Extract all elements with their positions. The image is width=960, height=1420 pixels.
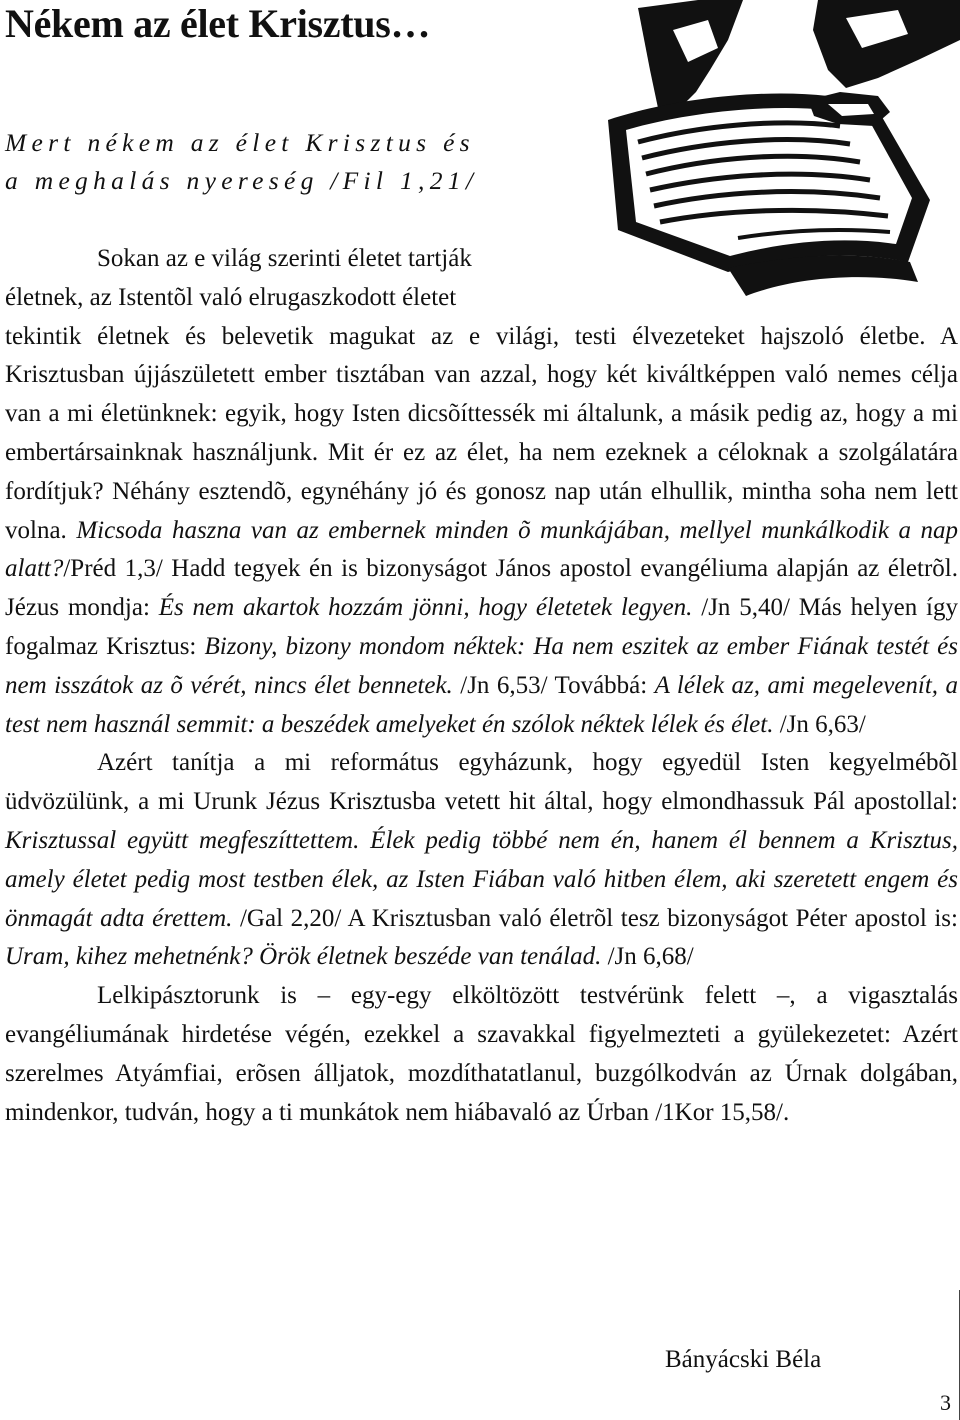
paragraph-text: /Préd 1,3/ Hadd tegyek én is bizonyságot János apostol evangéliuma alapján az életrõl. Jézus mondja:	[5, 555, 958, 622]
paragraph-text: /Jn 6,53/ Továbbá:	[452, 671, 655, 699]
paragraph-text: /Jn 6,63/	[773, 710, 866, 738]
scripture-quote: És nem akartok hozzám jönni, hogy életetek legyen.	[158, 594, 693, 622]
motto-line: Mert nékem az élet Krisztus és	[5, 128, 475, 157]
paragraph	[5, 240, 958, 318]
motto-quote	[5, 124, 478, 200]
article-body	[5, 240, 958, 1132]
scripture-quote: Micsoda haszna van az embernek minden õ munkájában, mellyel munkálkodik a nap alatt?	[5, 516, 959, 583]
paragraph-text: Azért tanítja a mi református egyházunk, hogy egyedül Isten kegyelmébõl üdvözülünk, a mi Urunk Jézus Krisztusba vetett hit által, hogy elmondhassuk Pál apostollal:	[5, 749, 958, 816]
intro-line: Sokan az e világ szerinti életet tartják	[97, 245, 472, 272]
scripture-quote: Krisztussal együtt megfeszíttettem. Élek pedig többé nem én, hanem él bennem a Krisztus, amely életet pedig most testben élek, az Isten Fiában való hitben élem, aki szeretett engem és önmagát adta érettem.	[5, 826, 958, 932]
paragraph-text: Lelkipásztorunk is – egy-egy elköltözött testvérünk felett –, a vigasztalás evangéliumának hirdetése végén, ezekkel a szavakkal figyelmezteti a gyülekezetet: Azért szerelmes Atyámfiai, erõsen álljatok, mozdíthatatlanul, buzgólkodván az Úrnak dolgában, mindenkor, tudván, hogy a ti munkátok nem hiábavaló az Úrban /1Kor 15,58/.	[5, 982, 958, 1126]
page-number: 3	[940, 1390, 951, 1415]
intro-line: életnek, az Istentõl való elrugaszkodott életet	[5, 283, 457, 311]
paragraph-text: tekintik életnek és belevetik magukat az e világi, testi élvezeteket hajszoló életbe. A Krisztusban újjászületett ember tisztában van azzal, hogy két kiváltképpen való nemes célja van a mi életünknek: egyik, hogy Isten dicsõíttessék mi általunk, a másik pedig az, hogy a mi embertársainknak használjunk. Mit ér ez az élet, ha nem ezeknek a céloknak a szolgálatára fordítjuk? Néhány esztendõ, egynéhány jó és gonosz nap után elhullik, mintha soha nem lett volna.	[5, 322, 958, 544]
scripture-quote: Uram, kihez mehetnénk? Örök életnek beszéde van tenálad.	[5, 943, 602, 971]
author-signature: Bányácski Béla	[665, 1346, 822, 1373]
motto-line: a meghalás nyereség /Fil 1,21/	[5, 166, 479, 195]
page-title: Nékem az élet Krisztus…	[5, 1, 431, 46]
paragraph	[5, 977, 958, 1132]
paragraph	[5, 318, 958, 745]
scripture-quote: Bizony, bizony mondom néktek: Ha nem eszitek az ember Fiának testét és nem isszátok az õ vérét, nincs élet bennetek.	[5, 632, 958, 699]
paragraph-text: /Jn 5,40/ Más helyen így fogalmaz Krisztus:	[5, 594, 958, 660]
paragraph	[5, 744, 958, 977]
scripture-quote: A lélek az, ami megelevenít, a test nem használ semmit: a beszédek amelyeket én szólok néktek lélek és élet.	[5, 671, 958, 738]
paragraph-text: /Gal 2,20/ A Krisztusban való életrõl tesz bizonyságot Péter apostol is:	[232, 904, 958, 932]
paragraph-text: /Jn 6,68/	[601, 943, 694, 971]
